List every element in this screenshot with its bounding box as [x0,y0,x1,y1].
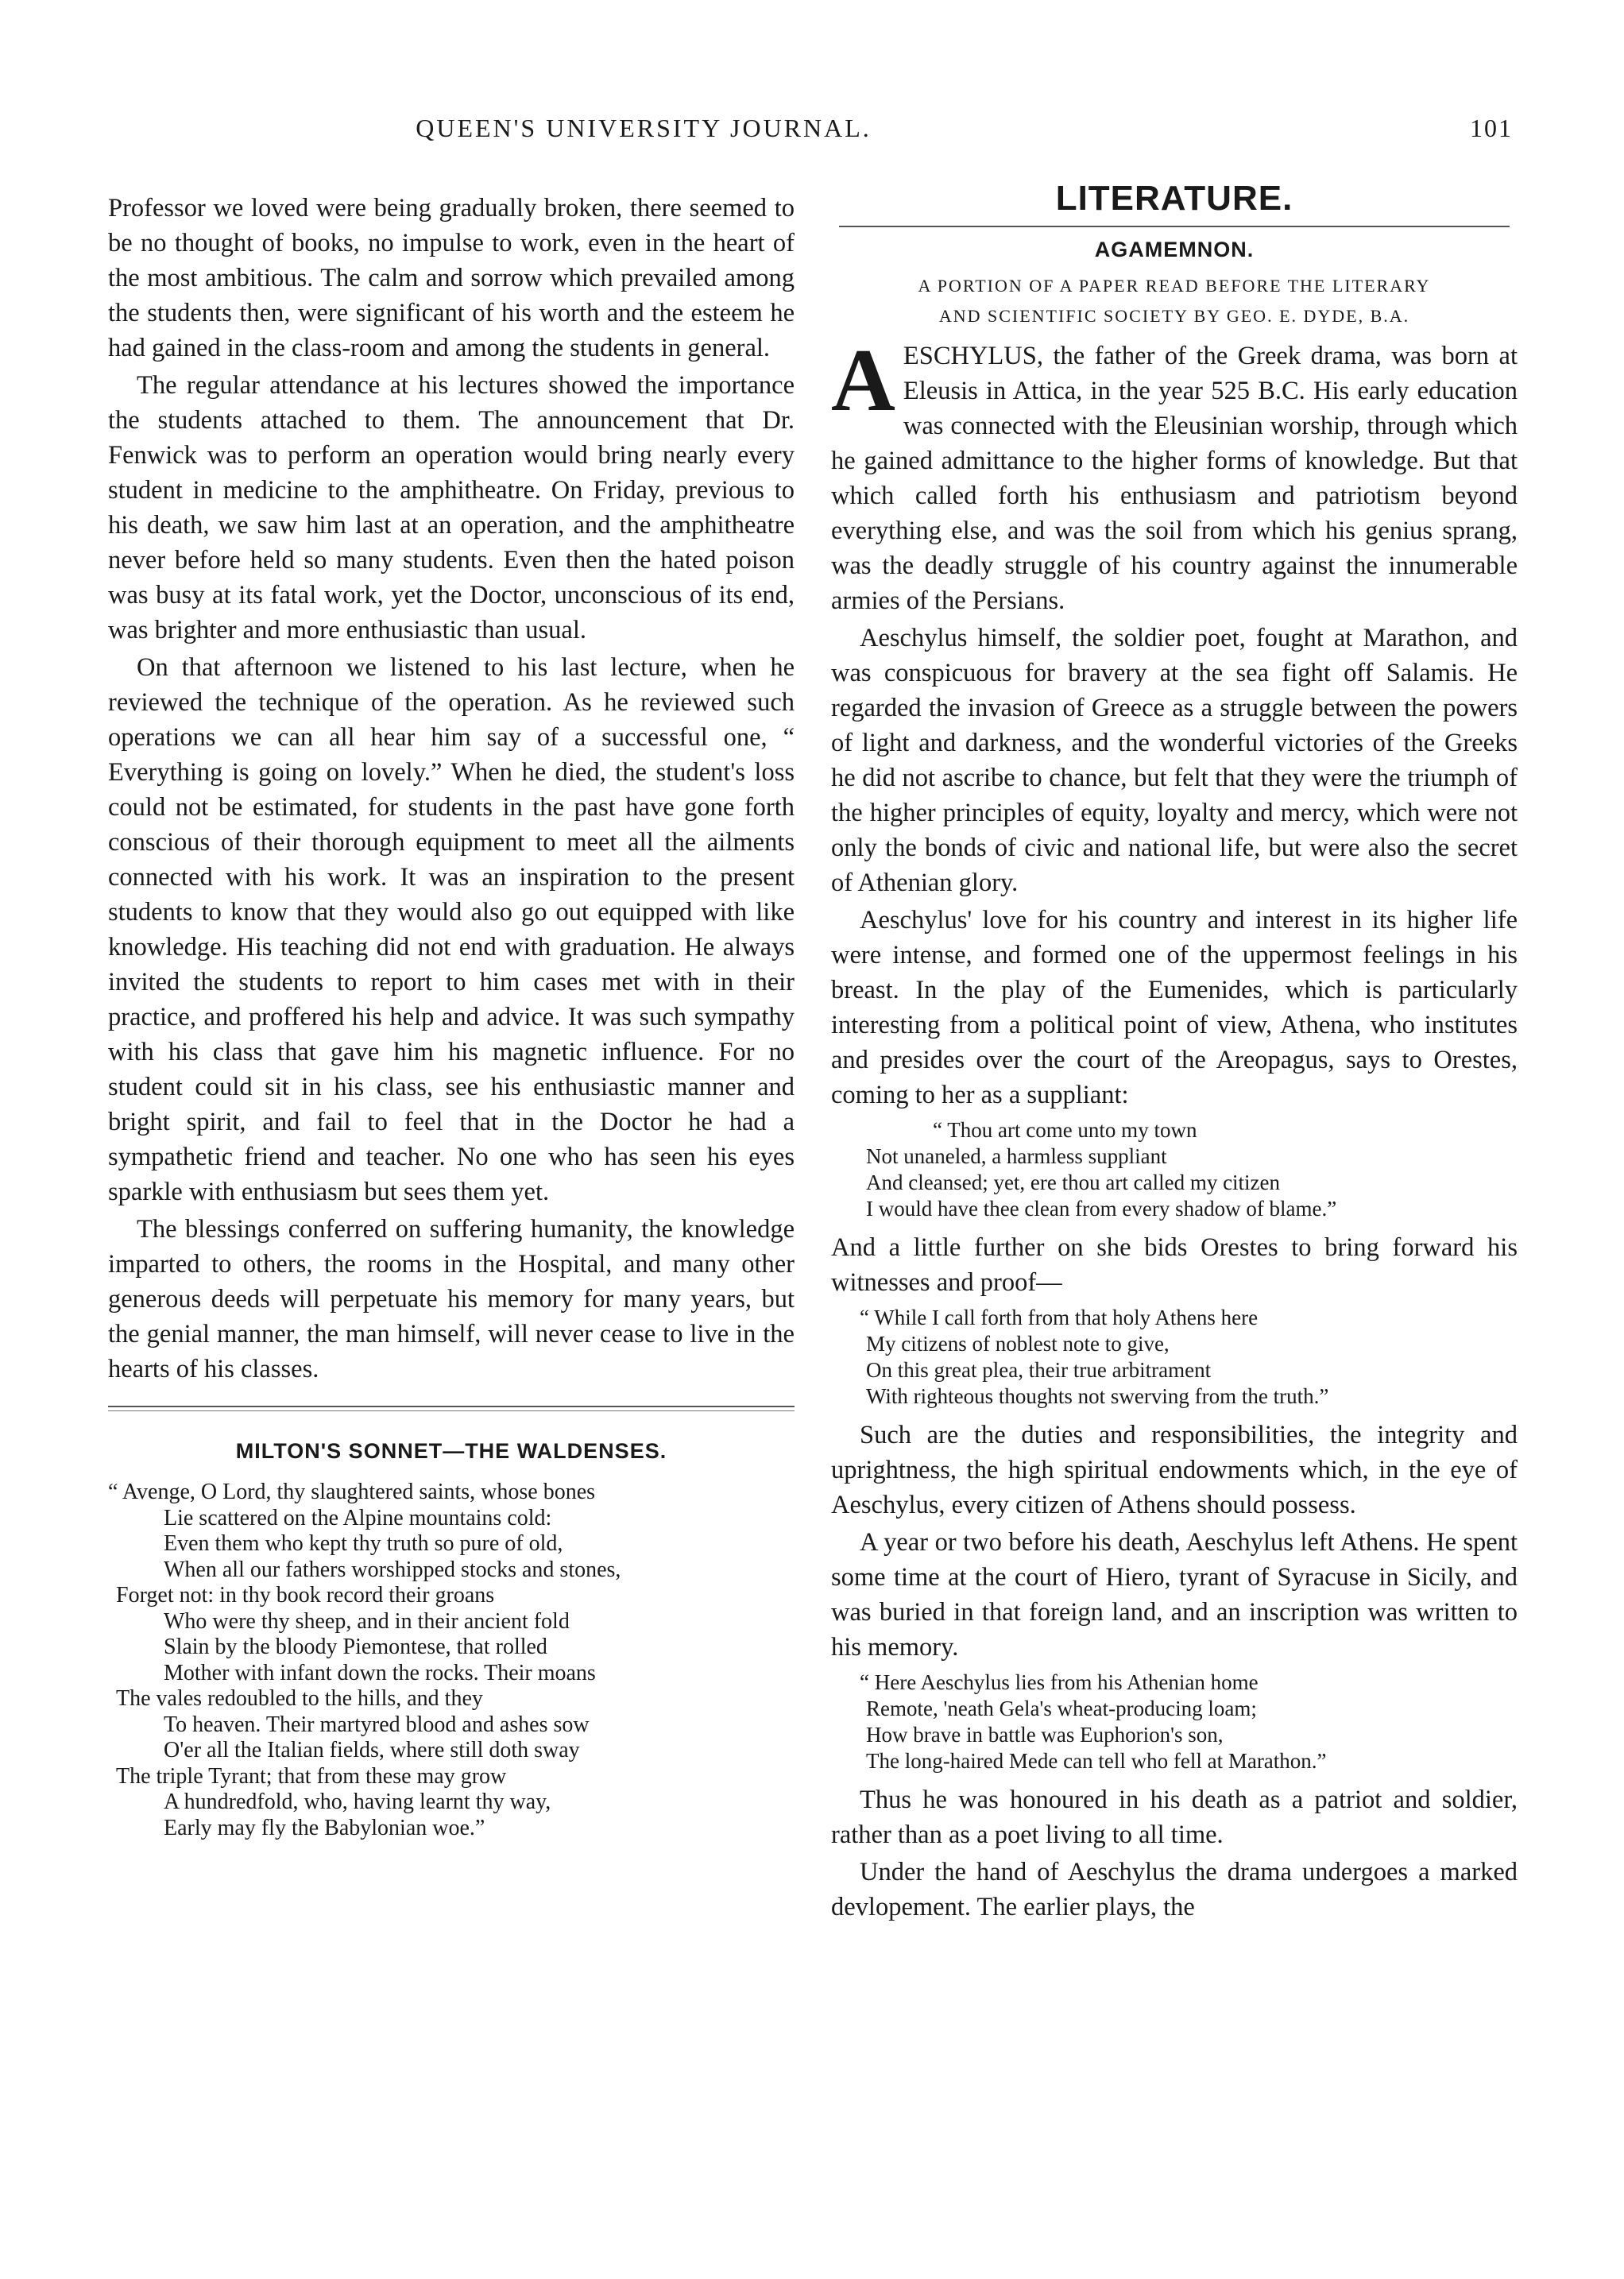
left-column [108,191,795,1841]
verse-quote [831,1117,1518,1222]
sonnet [108,1480,795,1841]
verse-line: Who were thy sheep, and in their ancient fold [164,1608,570,1634]
article-title: AGAMEMNON. [1094,238,1255,261]
paragraph: Professor we loved were being gradually broken, there seemed to be no thought of books, no impulse to work, even in the heart of the most ambitious. The calm and sorrow which prevailed among the students then, were significant of his worth and the esteem he had gained in the class-room and among the students in general. [108,194,795,362]
verse-line: Not unaneled, a harmless suppliant [866,1144,1167,1168]
paragraph: Aeschylus' love for his country and interest in its higher life were intense, and formed one of the uppermost feelings in his breast. In the play of the Eumenides, which is particularly interesting from a political point of view, Athena, who institutes and presides over the court of the Areopagus, says to Orestes, coming to her as a suppliant: [831,906,1518,1109]
verse-line: A hundredfold, who, having learnt thy way, [164,1790,551,1814]
verse-line: Early may fly the Babylonian woe.” [164,1815,485,1840]
verse-line: “ Here Aeschylus lies from his Athenian home [860,1670,1259,1694]
page-number: 101 [1470,114,1513,142]
verse-line: With righteous thoughts not swerving from the truth.” [866,1384,1329,1408]
verse-quote [831,1305,1518,1410]
verse-line: My citizens of noblest note to give, [866,1332,1170,1356]
paragraph: And a little further on she bids Orestes to bring forward his witnesses and proof— [831,1233,1518,1297]
verse-line: Mother with infant down the rocks. Their moans [164,1660,596,1685]
verse-line: The vales redoubled to the hills, and they [116,1686,483,1711]
verse-line: How brave in battle was Euphorion's son, [866,1723,1224,1747]
paragraph: On that afternoon we listened to his last lecture, when he reviewed the technique of the operation. As he reviewed such operations we can all hear him say of a successful one, “ Everything is going on lovely.” When he died, the student's loss could not be estimated, for students in the past have gone forth conscious of their thorough equipment to meet all the ailments connected with his work. It was an inspiration to the present students to know that they would also go out equipped with like knowledge. His teaching did not end with graduation. He always invited the students to report to him cases met with in their practice, and proffered his help and advice. It was such sympathy with his class that gave him his magnetic influence. For no student could sit in his class, see his enthusiastic manner and bright spirit, and fail to feel that in the Doctor he had a sympathetic friend and teacher. No one who has seen his eyes sparkle with enthusiasm but sees them yet. [108,653,795,1206]
verse-line: Even them who kept thy truth so pure of old, [164,1531,563,1556]
paragraph: Thus he was honoured in his death as a patriot and soldier, rather than as a poet living to all time. [831,1786,1518,1849]
paragraph [831,331,1518,618]
verse-line: And cleansed; yet, ere thou art called my citizen [866,1170,1281,1194]
byline: AND SCIENTIFIC SOCIETY BY GEO. E. DYDE, B.A. [938,306,1410,326]
verse-line: On this great plea, their true arbitrament [866,1358,1212,1382]
running-title: QUEEN'S UNIVERSITY JOURNAL. [416,114,872,142]
paragraph: A year or two before his death, Aeschylus left Athens. He spent some time at the court of Hiero, tyrant of Syracuse in Sicily, and was buried in that foreign land, and an inscription was written to his memory. [831,1528,1518,1662]
verse-line: Lie scattered on the Alpine mountains cold: [164,1505,552,1530]
sonnet-title: MILTON'S SONNET—THE WALDENSES. [235,1439,667,1463]
verse-line: When all our fathers worshipped stocks and stones, [164,1557,621,1582]
verse-line: “ Thou art come unto my town [933,1118,1197,1142]
title-rule [839,226,1510,227]
byline: A PORTION OF A PAPER READ BEFORE THE LITERARY [918,276,1431,296]
right-column [831,176,1518,1927]
page-header [0,107,1624,155]
paragraph: Such are the duties and responsibilities, the integrity and uprightness, the high spiritual endowments which, in the eye of Aeschylus, every citizen of Athens should possess. [831,1421,1518,1519]
drop-cap: A [831,331,895,430]
verse-line: Forget not: in thy book record their groans [116,1583,495,1608]
paragraph: The regular attendance at his lectures showed the importance the students attached to them. The announcement that Dr. Fenwick was to perform an operation would bring nearly every student in medicine to the amphitheatre. On Friday, previous to his death, we saw him last at an operation, and the amphitheatre never before held so many students. Even then the hated poison was busy at its fatal work, yet the Doctor, unconscious of its end, was brighter and more enthusiastic than usual. [108,371,795,644]
verse-line: “ While I call forth from that holy Athens here [860,1306,1259,1329]
paragraph: The blessings conferred on suffering humanity, the knowledge imparted to others, the rooms in the Hospital, and many other generous deeds will perpetuate his memory for many years, but the genial manner, the man himself, will never cease to live in the hearts of his classes. [108,1215,795,1383]
verse-line: O'er all the Italian fields, where still doth sway [164,1738,580,1762]
section-title: LITERATURE. [1055,179,1293,218]
verse-line: Slain by the bloody Piemontese, that rolled [164,1635,547,1659]
section-divider [108,1406,795,1411]
paragraph-text: ESCHYLUS, the father of the Greek drama, was born at Eleusis in Attica, in the year 525 B.C. His early education was connected with the Eleusinian worship, through which he gained admittance to the higher forms of knowledge. But that which called forth his enthusiasm and patriotism beyond everything else, and was the soil from which his genius sprang, was the deadly struggle of his country against the innumerable armies of the Persians. [831,342,1518,615]
verse-line: The long-haired Mede can tell who fell at Marathon.” [866,1749,1327,1773]
verse-line: Remote, 'neath Gela's wheat-producing loam; [866,1697,1257,1720]
verse-quote [831,1670,1518,1774]
verse-line: “ Avenge, O Lord, thy slaughtered saints, whose bones [108,1480,596,1504]
paragraph: Under the hand of Aeschylus the drama undergoes a marked devlopement. The earlier plays, the [831,1858,1518,1921]
verse-line: The triple Tyrant; that from these may grow [116,1763,507,1789]
verse-line: To heaven. Their martyred blood and ashes sow [164,1712,590,1737]
verse-line: I would have thee clean from every shadow of blame.” [866,1197,1337,1221]
paragraph: Aeschylus himself, the soldier poet, fought at Marathon, and was conspicuous for bravery at the sea fight off Salamis. He regarded the invasion of Greece as a struggle between the powers of light and darkness, and the wonderful victories of the Greeks he did not ascribe to chance, but felt that they were the triumph of the higher principles of equity, loyalty and mercy, which were not only the bonds of civic and national life, but were also the secret of Athenian glory. [831,624,1518,897]
